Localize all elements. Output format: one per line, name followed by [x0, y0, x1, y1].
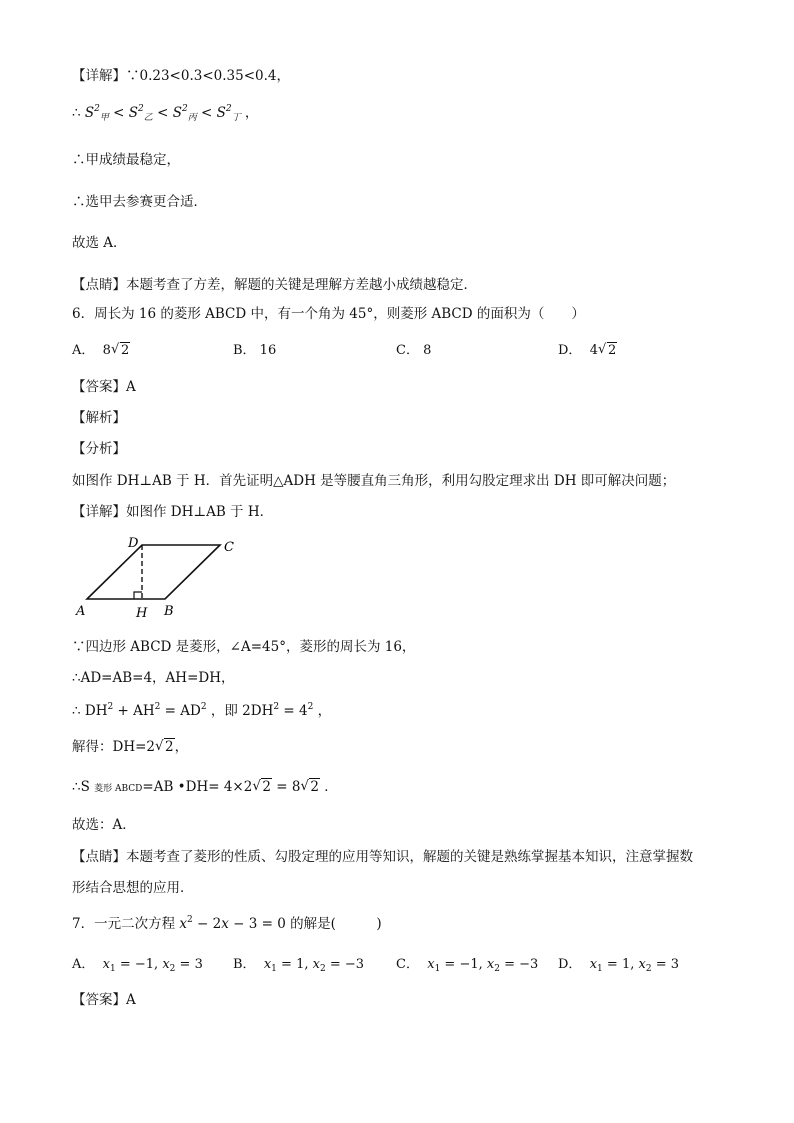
- analysis-text-6: 如图作 DH⊥AB 于 H．首先证明△ADH 是等腰直角三角形，利用勾股定理求出 DH 即可解决问题；: [72, 473, 676, 489]
- explanation-heading-6: 【解析】: [72, 410, 126, 426]
- label-b: B: [164, 604, 174, 619]
- answer-7: 【答案】A: [72, 992, 136, 1008]
- detail-heading-6: 【详解】如图作 DH⊥AB 于 H．: [72, 504, 274, 520]
- question-6: 6．周长为 16 的菱形 ABCD 中，有一个角为 45°，则菱形 ABCD 的面积为（ ）: [72, 306, 585, 322]
- right-angle-mark: [134, 592, 142, 599]
- q7-option-b: B． $x_1 = 1$, $x_2 = -3$: [233, 957, 365, 974]
- comma: ，: [244, 105, 259, 121]
- comment-6-line-2: 形结合思想的应用．: [72, 880, 194, 896]
- step-3: ∴ $DH^2 + AH^2 = AD^2$ ，即 $2DH^2 = 4^2$ ，: [72, 702, 332, 719]
- q7-option-d: D． $x_1 = 1$, $x_2 = 3$: [558, 957, 679, 974]
- rhombus-abcd: [87, 545, 220, 599]
- q6-option-b: B． 16: [233, 343, 277, 358]
- rhombus-figure: [72, 535, 252, 620]
- step-5: ∴S 菱形 ABCD=AB •DH= 4×2√ 2 = 8√ 2 ．: [72, 778, 338, 798]
- conclusion-line-2: ∴选甲去参赛更合适．: [72, 194, 207, 210]
- choice-line-5: 故选 A．: [72, 235, 127, 251]
- label-h: H: [136, 606, 148, 620]
- variance-inequality-line: [72, 104, 258, 122]
- step-6: 故选：A．: [72, 817, 136, 833]
- analysis-heading-6: 【分析】: [72, 441, 126, 457]
- q7-option-a: A． $x_1 = -1$, $x_2 = 3$: [72, 957, 203, 974]
- therefore-symbol: ∴: [72, 105, 81, 121]
- q6-option-a: A． 8√ 2: [72, 342, 130, 360]
- step-4: 解得：DH=2√ 2，: [72, 738, 188, 756]
- question-7: 7．一元二次方程 $x^2 - 2x - 3 = 0$ 的解是( ): [72, 915, 382, 932]
- q6-option-c: C． 8: [396, 343, 432, 358]
- step-1: ∵四边形 ABCD 是菱形，∠A=45°，菱形的周长为 16，: [72, 639, 416, 655]
- step-2: ∴AD=AB=4，AH=DH，: [72, 670, 235, 686]
- answer-6: 【答案】A: [72, 379, 136, 395]
- comment-6-line-1: 【点睛】本题考查了菱形的性质、勾股定理的应用等知识，解题的关键是熟练掌握基本知识，注意掌握数: [72, 849, 693, 865]
- comment-line-5: 【点睛】本题考查了方差，解题的关键是理解方差越小成绩越稳定．: [72, 277, 477, 293]
- label-a: A: [76, 604, 86, 619]
- detail-line-1: 【详解】∵0.23<0.3<0.35<0.4，: [72, 68, 290, 84]
- label-c: C: [224, 540, 234, 555]
- q6-option-d: D． 4√ 2: [558, 342, 617, 360]
- conclusion-line-1: ∴甲成绩最稳定，: [72, 152, 180, 168]
- q7-option-c: C． $x_1 = -1$, $x_2 = -3$: [396, 957, 539, 974]
- label-d: D: [128, 536, 139, 551]
- variance-inequality: $S^2_甲 < S^2_乙 < S^2_丙 < S^2_丁$: [84, 104, 241, 123]
